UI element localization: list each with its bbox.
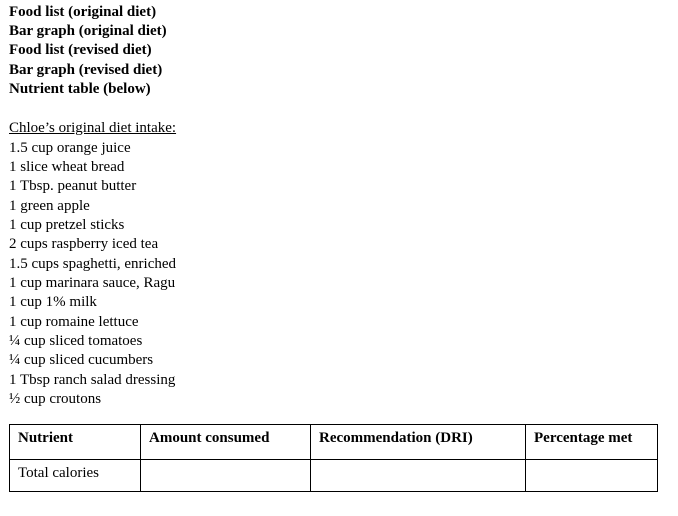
- food-item: ¼ cup sliced tomatoes: [9, 332, 143, 349]
- column-header-recommendation: Recommendation (DRI): [311, 425, 526, 460]
- column-header-percentage-met: Percentage met: [526, 425, 658, 460]
- assignment-checklist: [9, 3, 167, 99]
- food-item: ¼ cup sliced cucumbers: [9, 352, 154, 369]
- checklist-item: Bar graph (revised diet): [9, 61, 163, 78]
- food-item: 2 cups raspberry iced tea: [9, 236, 159, 253]
- percentage-met-cell[interactable]: [526, 460, 658, 492]
- nutrient-cell: Total calories: [10, 460, 141, 492]
- food-item: 1 cup marinara sauce, Ragu: [9, 274, 176, 291]
- food-item: 1.5 cups spaghetti, enriched: [9, 255, 177, 272]
- food-item: 1.5 cup orange juice: [9, 139, 131, 156]
- column-header-nutrient: Nutrient: [10, 425, 141, 460]
- food-item: 1 cup pretzel sticks: [9, 216, 125, 233]
- table-header-row: [10, 425, 658, 460]
- food-item: 1 Tbsp ranch salad dressing: [9, 371, 176, 388]
- checklist-item: Nutrient table (below): [9, 80, 151, 97]
- food-item: 1 green apple: [9, 197, 90, 214]
- original-diet-heading: Chloe’s original diet intake:: [9, 120, 177, 136]
- food-item: ½ cup croutons: [9, 390, 102, 407]
- food-item: 1 cup 1% milk: [9, 294, 97, 311]
- nutrient-table: [9, 424, 658, 492]
- column-header-amount-consumed: Amount consumed: [141, 425, 311, 460]
- food-item: 1 slice wheat bread: [9, 158, 125, 175]
- recommendation-cell[interactable]: [311, 460, 526, 492]
- food-item: 1 cup romaine lettuce: [9, 313, 139, 330]
- amount-consumed-cell[interactable]: [141, 460, 311, 492]
- checklist-item: Food list (original diet): [9, 4, 157, 20]
- food-item: 1 Tbsp. peanut butter: [9, 178, 137, 195]
- checklist-item: Bar graph (original diet): [9, 23, 167, 40]
- original-diet-food-list: [9, 139, 176, 410]
- table-row: [10, 460, 658, 492]
- checklist-item: Food list (revised diet): [9, 42, 152, 59]
